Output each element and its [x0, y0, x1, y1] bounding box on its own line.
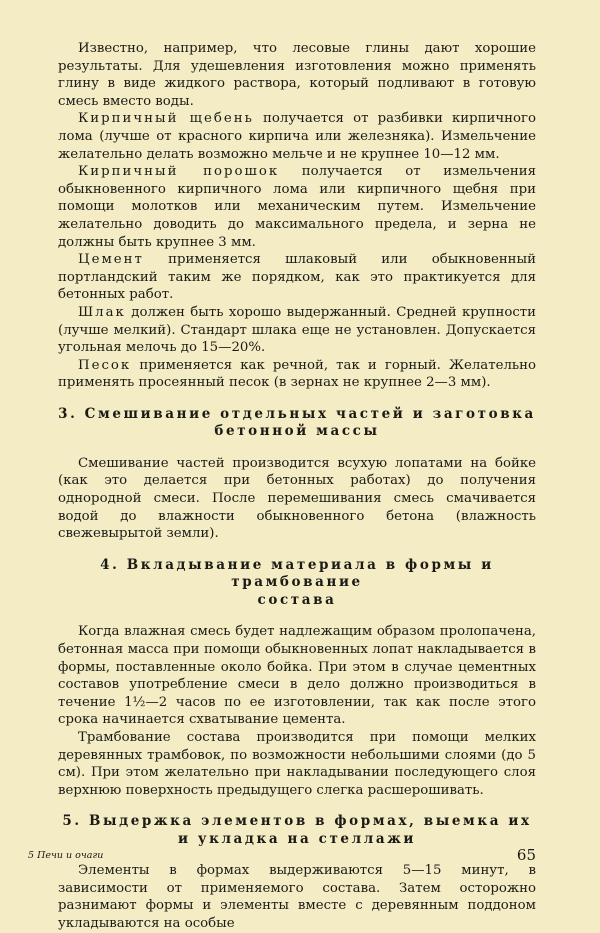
material-paragraph [58, 251, 536, 304]
material-text: применяется шлаковый или обыкновенный портландский таким же порядком, как это практикуется для бетонных работ. [58, 252, 536, 303]
section-heading-line: 4. Вкладывание материала в формы и трамбование [100, 556, 494, 591]
section-heading-line: и укладка на стеллажи [177, 830, 417, 847]
material-text: применяется как речной, так и горный. Желательно применять просеянный песок (в зернах не крупнее 2—3 мм). [58, 357, 536, 391]
section-heading [58, 406, 536, 441]
material-text: должен быть хорошо выдержанный. Средней крупности (лучше мелкий). Стандарт шлака еще не установлен. Допускается угольная мелочь до 15—20%. [58, 304, 536, 356]
section-heading [58, 557, 536, 610]
material-term: Песок [78, 357, 132, 373]
section-heading-line: 5. Выдержка элементов в формах, выемка их [62, 813, 532, 830]
section-paragraph: Трамбование состава производится при помощи мелких деревянных трамбовок, по возможности небольшими слоями (до 5 см). При этом желательно при накладывании последующего слоя верхнюю поверхность предыдущего слегка расшерошивать. [58, 729, 536, 798]
material-paragraph [58, 110, 536, 163]
section-heading-line: 3. Смешивание отдельных частей и заготовка [58, 405, 536, 422]
material-text: получается от разбивки кирпичного лома (лучше от красного кирпича или железняка). Измельчение желательно делать возможно мельче и не крупнее 10—12 мм. [58, 111, 536, 162]
section-paragraph: Смешивание частей производится всухую лопатами на бойке (как это делается при бетонных работах) до получения однородной смеси. После перемешивания смесь смачивается водой до влажности обыкновенного бетона (влажность свежевырытой земли). [58, 455, 536, 542]
section-paragraph: Когда влажная смесь будет надлежащим образом пролопачена, бетонная масса при помощи обыкновенных лопат накладывается в формы, поставленные около бойка. При этом в случае цементных составов употребление смеси в дело должно производиться в течение 1½—2 часов по ее изготовлении, так как после этого срока начинается схватывание цемента. [58, 624, 536, 728]
page-number: 65 [516, 846, 536, 864]
section-heading [58, 813, 536, 848]
material-paragraph [58, 304, 536, 357]
material-term: Кирпичный щебень [78, 111, 254, 127]
material-paragraph [58, 163, 536, 251]
section-paragraph: Элементы в формах выдерживаются 5—15 минут, в зависимости от применяемого состава. Затем осторожно разнимают формы и элементы вместе с деревянным поддоном укладываются на особые [58, 863, 536, 932]
section-heading-line: бетонной массы [214, 423, 380, 440]
material-term: Кирпичный порошок [78, 164, 280, 180]
material-text: получается от измельчения обыкновенного кирпичного лома или кирпичного щебня при помощи молотков или механическим путем. Измельчение желательно доводить до максимального предела, и зерна не должны быть крупнее 3 мм. [58, 164, 537, 250]
material-paragraph [58, 357, 536, 392]
section-heading-line: состава [257, 591, 337, 608]
printer-signature: 5 Печи и очаги [28, 850, 104, 861]
material-term: Цемент [78, 252, 144, 268]
material-term: Шлак [78, 304, 126, 320]
intro-paragraph: Известно, например, что лесовые глины дают хорошие результаты. Для удешевления изготовления можно применять глину в виде жидкого раствора, который подливают в готовую смесь вместо воды. [58, 41, 536, 109]
